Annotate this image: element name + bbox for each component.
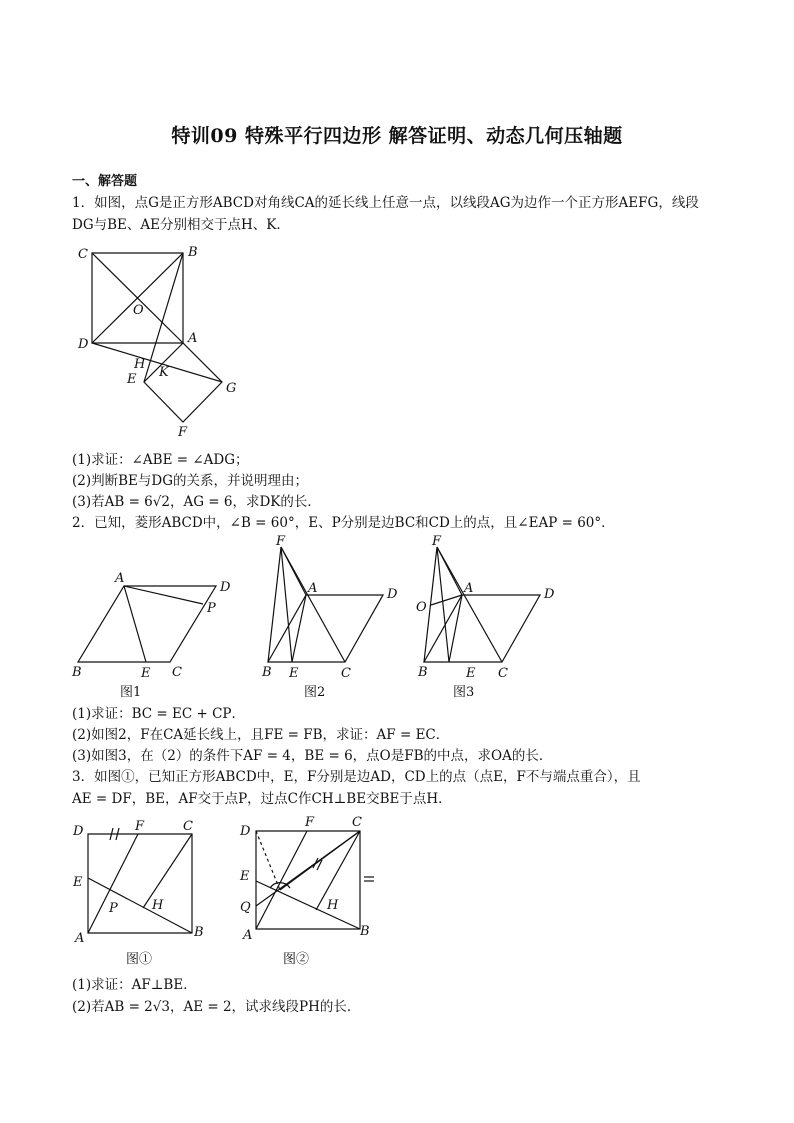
q2-fig3-label-E: E xyxy=(466,666,476,681)
q3-fig2-lines xyxy=(256,831,374,929)
q1-label-B: B xyxy=(188,245,198,260)
q2-fig2-lines xyxy=(268,547,383,662)
q1-label-D: D xyxy=(78,337,89,352)
q2-fig3-label-C: C xyxy=(498,666,508,681)
q2-fig2-label-E: E xyxy=(289,666,299,681)
q1-label-A: A xyxy=(188,331,198,346)
q2-fig3-lines xyxy=(424,547,540,662)
q1-label-O: O xyxy=(133,303,144,318)
page-title: 特训09 特殊平行四边形 解答证明、动态几何压轴题 xyxy=(171,125,623,147)
q3-figure-1 xyxy=(70,812,220,972)
q1-figure xyxy=(70,240,250,440)
q3-fig2-caption: 图② xyxy=(283,952,310,967)
q3-sub1: (1)求证：AF⊥BE． xyxy=(72,977,197,993)
q1-sub2: (2)判断BE与DG的关系，并说明理由； xyxy=(72,473,309,489)
q2-fig3-label-B: B xyxy=(418,665,428,680)
q3-fig1-label-A: A xyxy=(75,931,85,946)
q2-fig1-label-E: E xyxy=(141,666,151,681)
q2-sub2: (2)如图2，F在CA延长线上，且FE = FB，求证：AF = EC． xyxy=(72,727,450,743)
q3-fig2-label-D: D xyxy=(240,824,251,839)
q3-fig1-caption: 图① xyxy=(126,952,153,967)
q2-fig2-label-D: D xyxy=(387,587,398,602)
q3-fig1-label-E: E xyxy=(73,875,83,890)
q2-fig3-label-A: A xyxy=(464,581,474,596)
q2-sub1: (1)求证：BC = EC + CP． xyxy=(72,706,246,722)
q3-stem-line1: 3．如图①，已知正方形ABCD中，E，F分别是边AD，CD上的点（点E，F不与端点重合），且 xyxy=(72,769,641,785)
q2-figure-2 xyxy=(255,530,405,700)
q3-stem-line2: AE = DF，BE，AF交于点P，过点C作CH⊥BE交BE于点H． xyxy=(72,791,452,807)
q3-fig2-label-C: C xyxy=(352,815,362,830)
q2-figure-3 xyxy=(410,530,560,700)
q2-fig1-label-B: B xyxy=(72,665,82,680)
q1-label-C: C xyxy=(78,247,88,262)
q3-fig1-label-F: F xyxy=(135,819,145,834)
q1-stem-line2: DG与BE、AE分别相交于点H、K． xyxy=(72,217,290,233)
q3-fig2-label-Q: Q xyxy=(240,900,251,915)
q3-fig2-label-E: E xyxy=(240,869,250,884)
q2-fig2-label-B: B xyxy=(262,665,272,680)
q1-label-F: F xyxy=(178,425,188,440)
q2-fig3-caption: 图3 xyxy=(453,685,475,700)
q2-stem-line1: 2．已知，菱形ABCD中，∠B = 60°，E、P分别是边BC和CD上的点，且∠EAP = 60°． xyxy=(72,515,615,531)
q2-fig2-label-C: C xyxy=(341,666,351,681)
q3-fig2-label-A: A xyxy=(243,928,253,943)
q3-fig2-label-B: B xyxy=(360,924,370,939)
section-heading: 一、解答题 xyxy=(72,174,138,189)
q2-fig3-label-F: F xyxy=(432,534,442,549)
q2-fig1-lines xyxy=(78,586,216,662)
q3-fig1-lines xyxy=(88,828,192,933)
q3-sub2: (2)若AB = 2√3，AE = 2，试求线段PH的长． xyxy=(72,999,361,1015)
q3-figure-2 xyxy=(235,812,385,972)
q1-label-K: K xyxy=(159,365,169,380)
q1-sub1: (1)求证：∠ABE = ∠ADG； xyxy=(72,452,249,468)
q2-fig3-label-D: D xyxy=(544,587,555,602)
q2-fig3-label-O: O xyxy=(416,600,427,615)
q3-fig2-label-H: H xyxy=(327,898,339,913)
q2-fig1-label-P: P xyxy=(207,601,216,616)
q2-fig1-label-D: D xyxy=(220,580,231,595)
q2-fig2-label-F: F xyxy=(276,534,286,549)
q2-sub3: (3)如图3，在（2）的条件下AF = 4，BE = 6，点O是FB的中点，求OA的长． xyxy=(72,748,553,764)
q3-fig2-label-F: F xyxy=(305,815,315,830)
q2-fig1-caption: 图1 xyxy=(120,685,142,700)
q3-fig1-label-P: P xyxy=(109,901,118,916)
q1-label-H: H xyxy=(134,357,146,372)
q2-fig1-label-A: A xyxy=(115,571,125,586)
q1-sub3: (3)若AB = 6√2，AG = 6，求DK的长． xyxy=(72,494,321,510)
q3-fig1-label-B: B xyxy=(194,925,204,940)
q3-fig1-label-D: D xyxy=(73,824,84,839)
q1-figure-lines xyxy=(92,253,222,422)
q1-label-G: G xyxy=(226,381,237,396)
q2-figure-1 xyxy=(70,570,250,700)
q2-fig1-label-C: C xyxy=(172,665,182,680)
q2-fig2-label-A: A xyxy=(308,581,318,596)
q3-fig1-label-C: C xyxy=(183,819,193,834)
q1-stem-line1: 1．如图，点G是正方形ABCD对角线CA的延长线上任意一点，以线段AG为边作一个正方形AEFG，线段 xyxy=(72,195,699,211)
q1-label-E: E xyxy=(127,372,137,387)
q3-fig1-label-H: H xyxy=(152,898,164,913)
q2-fig2-caption: 图2 xyxy=(304,685,326,700)
